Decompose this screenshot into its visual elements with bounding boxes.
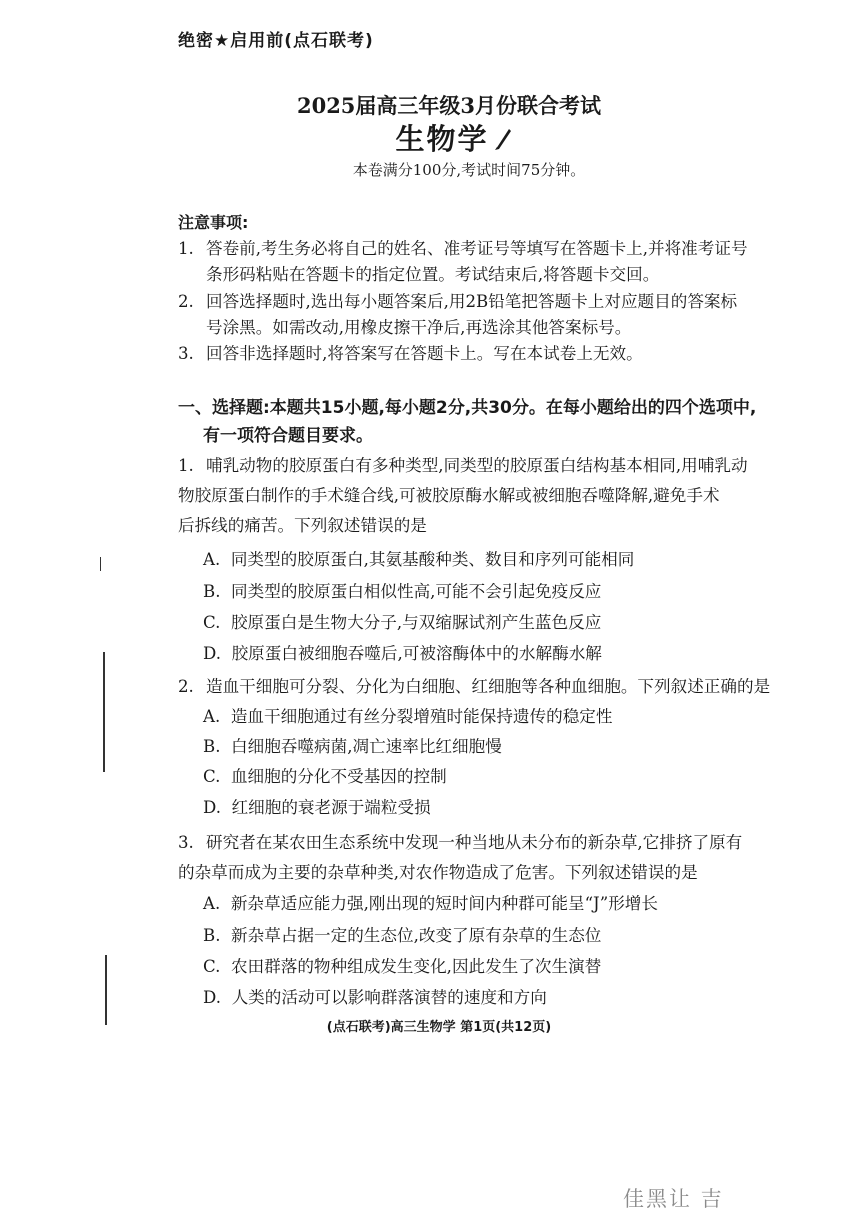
- question-stem-line: 研究者在某农田生态系统中发现一种当地从未分布的新杂草,它排挤了原有: [206, 833, 743, 852]
- section-heading: 一、选择题:本题共15小题,每小题2分,共30分。在每小题给出的四个选项中,: [178, 398, 757, 418]
- notice-item-line: 回答非选择题时,将答案写在答题卡上。写在本试卷上无效。: [206, 344, 643, 363]
- pen-icon: [493, 125, 513, 151]
- notice-item-line: 回答选择题时,选出每小题答案后,用2B铅笔把答题卡上对应题目的答案标: [206, 292, 738, 311]
- option-a: [203, 889, 658, 919]
- question-stem-line: 的杂草而成为主要的杂草种类,对农作物造成了危害。下列叙述错误的是: [178, 863, 698, 882]
- option-d: [203, 639, 602, 669]
- option-text: 造血干细胞通过有丝分裂增殖时能保持遗传的稳定性: [230, 707, 613, 726]
- option-text: 新杂草占据一定的生态位,改变了原有杂草的生态位: [231, 926, 602, 945]
- option-label: A.: [203, 550, 221, 569]
- option-text: 人类的活动可以影响群落演替的速度和方向: [231, 988, 547, 1007]
- subject-heading: [0, 117, 868, 158]
- section-heading-cont: 有一项符合题目要求。: [203, 426, 373, 446]
- option-c: [203, 762, 447, 792]
- option-text: 血细胞的分化不受基因的控制: [230, 767, 447, 786]
- option-label: C.: [203, 613, 221, 632]
- notice-item-number: 2.: [178, 292, 194, 311]
- question-stem-line: 后拆线的痛苦。下列叙述错误的是: [178, 516, 427, 535]
- notice-heading: 注意事项:: [178, 213, 249, 232]
- option-text: 白细胞吞噬病菌,凋亡速率比红细胞慢: [231, 737, 502, 756]
- page-footer: (点石联考)高三生物学 第1页(共12页): [326, 1020, 552, 1035]
- question-number: 2.: [178, 677, 194, 696]
- question-number: 3.: [178, 833, 194, 852]
- option-text: 同类型的胶原蛋白相似性高,可能不会引起免疫反应: [231, 582, 602, 601]
- option-text: 农田群落的物种组成发生变化,因此发生了次生演替: [230, 957, 602, 976]
- option-label: D.: [203, 644, 221, 663]
- option-label: A.: [203, 894, 221, 913]
- option-b: [203, 732, 502, 762]
- watermark: 佳黑让 吉: [623, 1187, 724, 1211]
- scan-edge-mark: [100, 557, 101, 571]
- option-label: C.: [203, 957, 221, 976]
- notice-item-number: 3.: [178, 344, 194, 363]
- option-label: B.: [203, 926, 221, 945]
- secret-label: 绝密★启用前(点石联考): [178, 31, 374, 51]
- option-d: [203, 983, 547, 1013]
- notice-item-line: 条形码粘贴在答题卡的指定位置。考试结束后,将答题卡交回。: [206, 265, 660, 284]
- option-a: [203, 545, 634, 575]
- option-label: D.: [203, 798, 221, 817]
- option-c: [203, 608, 601, 638]
- question-number: 1.: [178, 456, 194, 475]
- option-label: D.: [203, 988, 221, 1007]
- exam-title: 2025届高三年级3月份联合考试: [296, 93, 602, 118]
- option-text: 胶原蛋白是生物大分子,与双缩脲试剂产生蓝色反应: [230, 613, 602, 632]
- notice-item-number: 1.: [178, 239, 194, 258]
- option-label: B.: [203, 737, 221, 756]
- option-c: [203, 952, 601, 982]
- question-stem-line: 物胶原蛋白制作的手术缝合线,可被胶原酶水解或被细胞吞噬降解,避免手术: [178, 486, 720, 505]
- notice-item-line: 号涂黑。如需改动,用橡皮擦干净后,再选涂其他答案标号。: [206, 318, 632, 337]
- scan-edge-mark: [105, 955, 107, 1025]
- subject-title: 生物学: [395, 122, 489, 156]
- option-b: [203, 577, 601, 607]
- scan-edge-mark: [103, 652, 105, 772]
- question-stem-line: 造血干细胞可分裂、分化为白细胞、红细胞等各种血细胞。下列叙述正确的是: [206, 677, 771, 696]
- option-text: 胶原蛋白被细胞吞噬后,可被溶酶体中的水解酶水解: [231, 644, 602, 663]
- option-text: 新杂草适应能力强,刚出现的短时间内种群可能呈“J”形增长: [230, 894, 658, 913]
- notice-item-line: 答卷前,考生务必将自己的姓名、准考证号等填写在答题卡上,并将准考证号: [206, 239, 748, 258]
- question-stem-line: 哺乳动物的胶原蛋白有多种类型,同类型的胶原蛋白结构基本相同,用哺乳动: [206, 456, 748, 475]
- option-label: C.: [203, 767, 221, 786]
- exam-meta: 本卷满分100分,考试时间75分钟。: [352, 161, 586, 179]
- option-label: B.: [203, 582, 221, 601]
- option-label: A.: [203, 707, 221, 726]
- option-d: [203, 793, 431, 823]
- option-text: 红细胞的衰老源于端粒受损: [231, 798, 431, 817]
- option-a: [203, 702, 612, 732]
- option-b: [203, 921, 601, 951]
- option-text: 同类型的胶原蛋白,其氨基酸种类、数目和序列可能相同: [230, 550, 635, 569]
